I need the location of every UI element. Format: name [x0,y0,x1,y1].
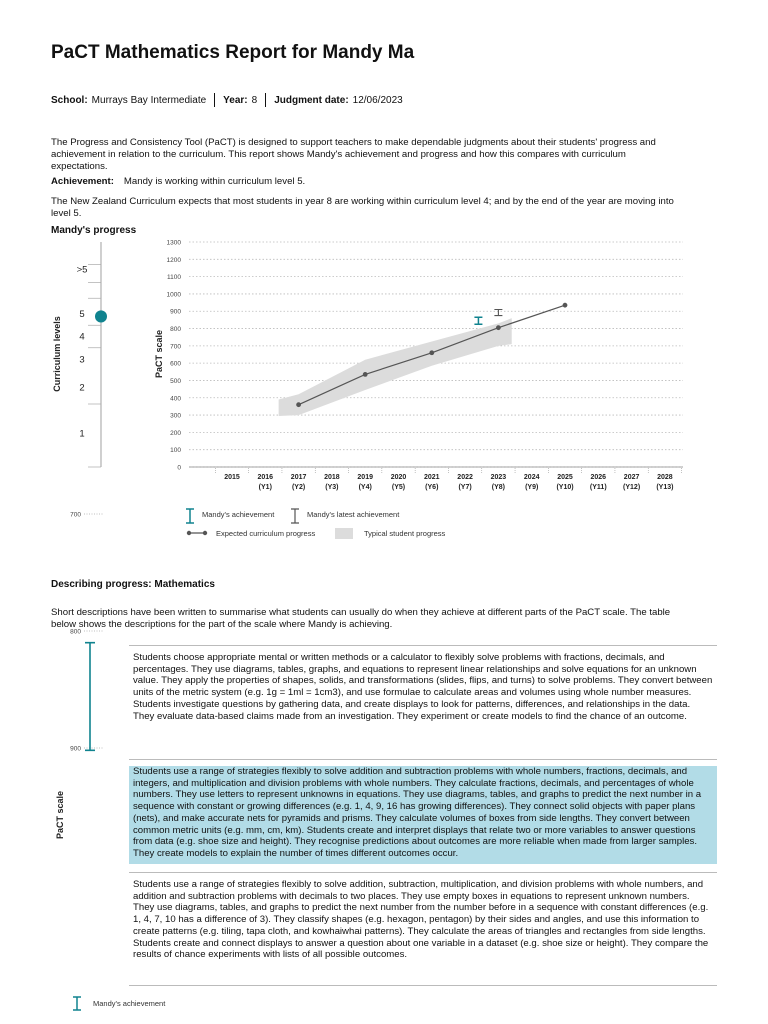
expected-progress-line [299,305,565,405]
y-tick-label: 200 [170,429,181,437]
student-info-row [51,93,403,107]
expected-progress-point [563,303,568,308]
description-band-current: Students use a range of strategies flexibly to solve addition and subtraction problems with whole numbers, fractions, decimals, and integers, and multiplication and division problems with whole numbers. They calculate fractions, decimals, and percentages of whole numbers. They use letters to represent unknowns in equations. They use diagrams, tables, and graphs to predict the next number in a sequence with constant or growing differences (e.g. 1, 4, 9, 16 has growing differences). They connect solid objects with paper plans (nets), and make accurate nets for pyramids and prisms. They calculate volumes of boxes from side lengths. They convert between common metric units (e.g. mm, cm, km). Students create and interpret displays that relate two or more variables to answer questions from data (e.g. shoe size and height). They recognise predictions about outcomes are more reliable when made from larger samples. They create models to explain the number of times different outcomes occur. [129,766,717,864]
x-tick-sublabel: (Y5) [391,484,406,491]
x-tick-sublabel: (Y2) [291,484,306,491]
y-tick-label: 1200 [166,256,181,264]
school-label: School: [51,94,88,106]
x-tick-label: 2015 [224,474,240,481]
x-tick-label: 2024 [523,474,540,481]
describing-progress-heading: Describing progress: Mathematics [51,579,215,590]
y-tick-label: 500 [170,377,181,385]
judgment-date-label: Judgment date: [274,94,349,106]
description-band-lower: Students use a range of strategies flexibly to solve addition, subtraction, multiplication, and division problems with whole numbers, and addition and subtraction problems with decimals to two places. They use empty boxes in equations to represent unknown numbers. They use diagrams, tables, and graphs to predict the next number from the number before in a sequence with constant differences (e.g. 1, 4, 7, 10 has a difference of 3). They classify shapes (e.g. hexagon, pentagon) by their sides and angles, and use this information to create patterns (e.g. tiling, tapa cloth, and kowhaiwhai patterns). They calculate the areas of triangles and rectangles from side lengths. Students create and connect displays to answer a question about one variable in a dataset (e.g. shoe size or height). They compare the results of chance experiments with lists of all possible outcomes. [133,879,709,961]
bottom-legend-achievement-label: Mandy's achievement [93,999,166,1008]
legend-achievement-label: Mandy's achievement [202,510,275,519]
x-tick-label: 2022 [457,474,473,481]
x-tick-sublabel: (Y10) [556,484,574,491]
y-tick-label: 1000 [166,291,181,299]
x-tick-label: 2021 [424,474,440,481]
typical-progress-band [279,318,512,416]
y-tick-label: 1100 [167,274,181,282]
scale-tick-label: 900 [70,745,81,753]
x-tick-label: 2017 [290,474,307,481]
curriculum-expectation: The New Zealand Curriculum expects that most students in year 8 are working within curriculum level 4; and by the end of the year are moving into level 5. [51,196,674,219]
level-label: 1 [79,428,85,440]
y-tick-label: 700 [170,343,181,351]
table-divider [129,872,717,873]
scale-tick-label: 800 [70,628,81,636]
levels-title: Curriculum levels [52,316,62,392]
y-tick-label: 900 [170,308,181,316]
x-tick-sublabel: (Y12) [623,484,641,491]
info-divider [214,93,215,107]
achievement-legend-icon [184,508,196,524]
describing-progress-intro: Short descriptions have been written to summarise what students can usually do when they achieve at different parts of the PaCT scale. The table below shows the descriptions for the part of the scale where Mandy is achieving. [51,607,671,630]
judgment-date-value: 12/06/2023 [352,94,403,106]
level-label: 4 [79,331,85,343]
level-label: >5 [76,264,88,276]
latest-achievement-marker [494,310,502,316]
x-tick-sublabel: (Y6) [425,484,439,491]
table-divider [129,985,717,986]
x-tick-sublabel: (Y3) [325,484,339,491]
x-tick-sublabel: (Y13) [656,484,674,491]
x-tick-label: 2016 [257,474,274,481]
y-tick-label: 800 [170,326,181,334]
scale-tick-label: 700 [70,511,81,519]
expected-progress-point [429,350,434,355]
y-tick-label: 400 [170,395,181,403]
achievement-range-marker [85,643,95,751]
y-tick-label: 0 [177,464,181,472]
table-divider [129,759,717,760]
x-tick-label: 2023 [490,474,507,481]
achievement-legend-icon [71,996,83,1011]
y-tick-label: 100 [170,447,181,455]
x-tick-sublabel: (Y7) [458,484,472,491]
level-marker [95,310,107,322]
level-label: 2 [79,382,85,394]
info-divider [265,93,266,107]
y-tick-label: 1300 [166,239,181,247]
x-tick-sublabel: (Y4) [358,484,372,491]
scale-title: PaCT scale [55,790,65,840]
x-tick-sublabel: (Y11) [589,484,607,491]
table-divider [129,645,717,646]
legend-typical-label: Typical student progress [364,529,446,538]
expected-progress-point [296,402,301,407]
level-label: 5 [79,308,85,320]
achievement-label: Achievement: [51,176,114,187]
x-tick-label: 2025 [557,474,573,481]
year-value: 8 [251,94,258,106]
achievement-marker [474,317,482,324]
y-tick-label: 600 [170,360,181,368]
y-axis-title: PaCT scale [154,329,164,379]
x-tick-sublabel: (Y9) [525,484,539,491]
x-tick-sublabel: (Y8) [491,484,506,491]
page-title: PaCT Mathematics Report for Mandy Ma [51,42,415,63]
progress-heading: Mandy's progress [51,225,137,236]
y-tick-label: 300 [170,412,181,420]
x-tick-label: 2026 [590,474,607,481]
expected-progress-point [363,372,368,377]
typical-progress-legend-swatch [335,528,353,539]
expected-progress-legend-icon [186,529,208,537]
legend-latest-label: Mandy's latest achievement [307,510,400,519]
achievement-statement [51,176,305,188]
year-label: Year: [223,94,248,106]
level-label: 3 [79,354,85,366]
x-tick-label: 2018 [324,474,340,481]
achievement-text: Mandy is working within curriculum level 5. [123,176,306,187]
x-tick-sublabel: (Y1) [258,484,272,491]
expected-progress-point [496,325,501,330]
x-tick-label: 2027 [623,474,640,481]
description-band-upper: Students choose appropriate mental or written methods or a calculator to flexibly solve problems with fractions, decimals, and percentages. They use diagrams, tables, graphs, and equations to represent linear relationships and solve equations for an unknown value. They apply the properties of shapes, solids, and transformations (slides, flips, and turns) to solve problems. They convert between units of the metric system (e.g. 1g = 1ml = 1cm3), and use formulae to calculate areas and volumes using whole number measures. Students investigate questions by gathering data, and create displays to look for patterns, differences, and relationships in the data. They evaluate data-based claims made from an investigation. They experiment or create models to find the chance of an outcome. [133,652,713,722]
x-tick-label: 2028 [657,474,673,481]
intro-paragraph: The Progress and Consistency Tool (PaCT) is designed to support teachers to make dependable judgments about their students' progress and achievement in relation to the curriculum. This report shows Mandy's achievement and progress and how this compares with curriculum expectations. [51,137,656,172]
legend-expected-label: Expected curriculum progress [216,529,316,538]
x-tick-label: 2019 [357,474,373,481]
school-value: Murrays Bay Intermediate [91,94,207,106]
x-tick-label: 2020 [390,474,407,481]
latest-achievement-legend-icon [289,508,301,524]
